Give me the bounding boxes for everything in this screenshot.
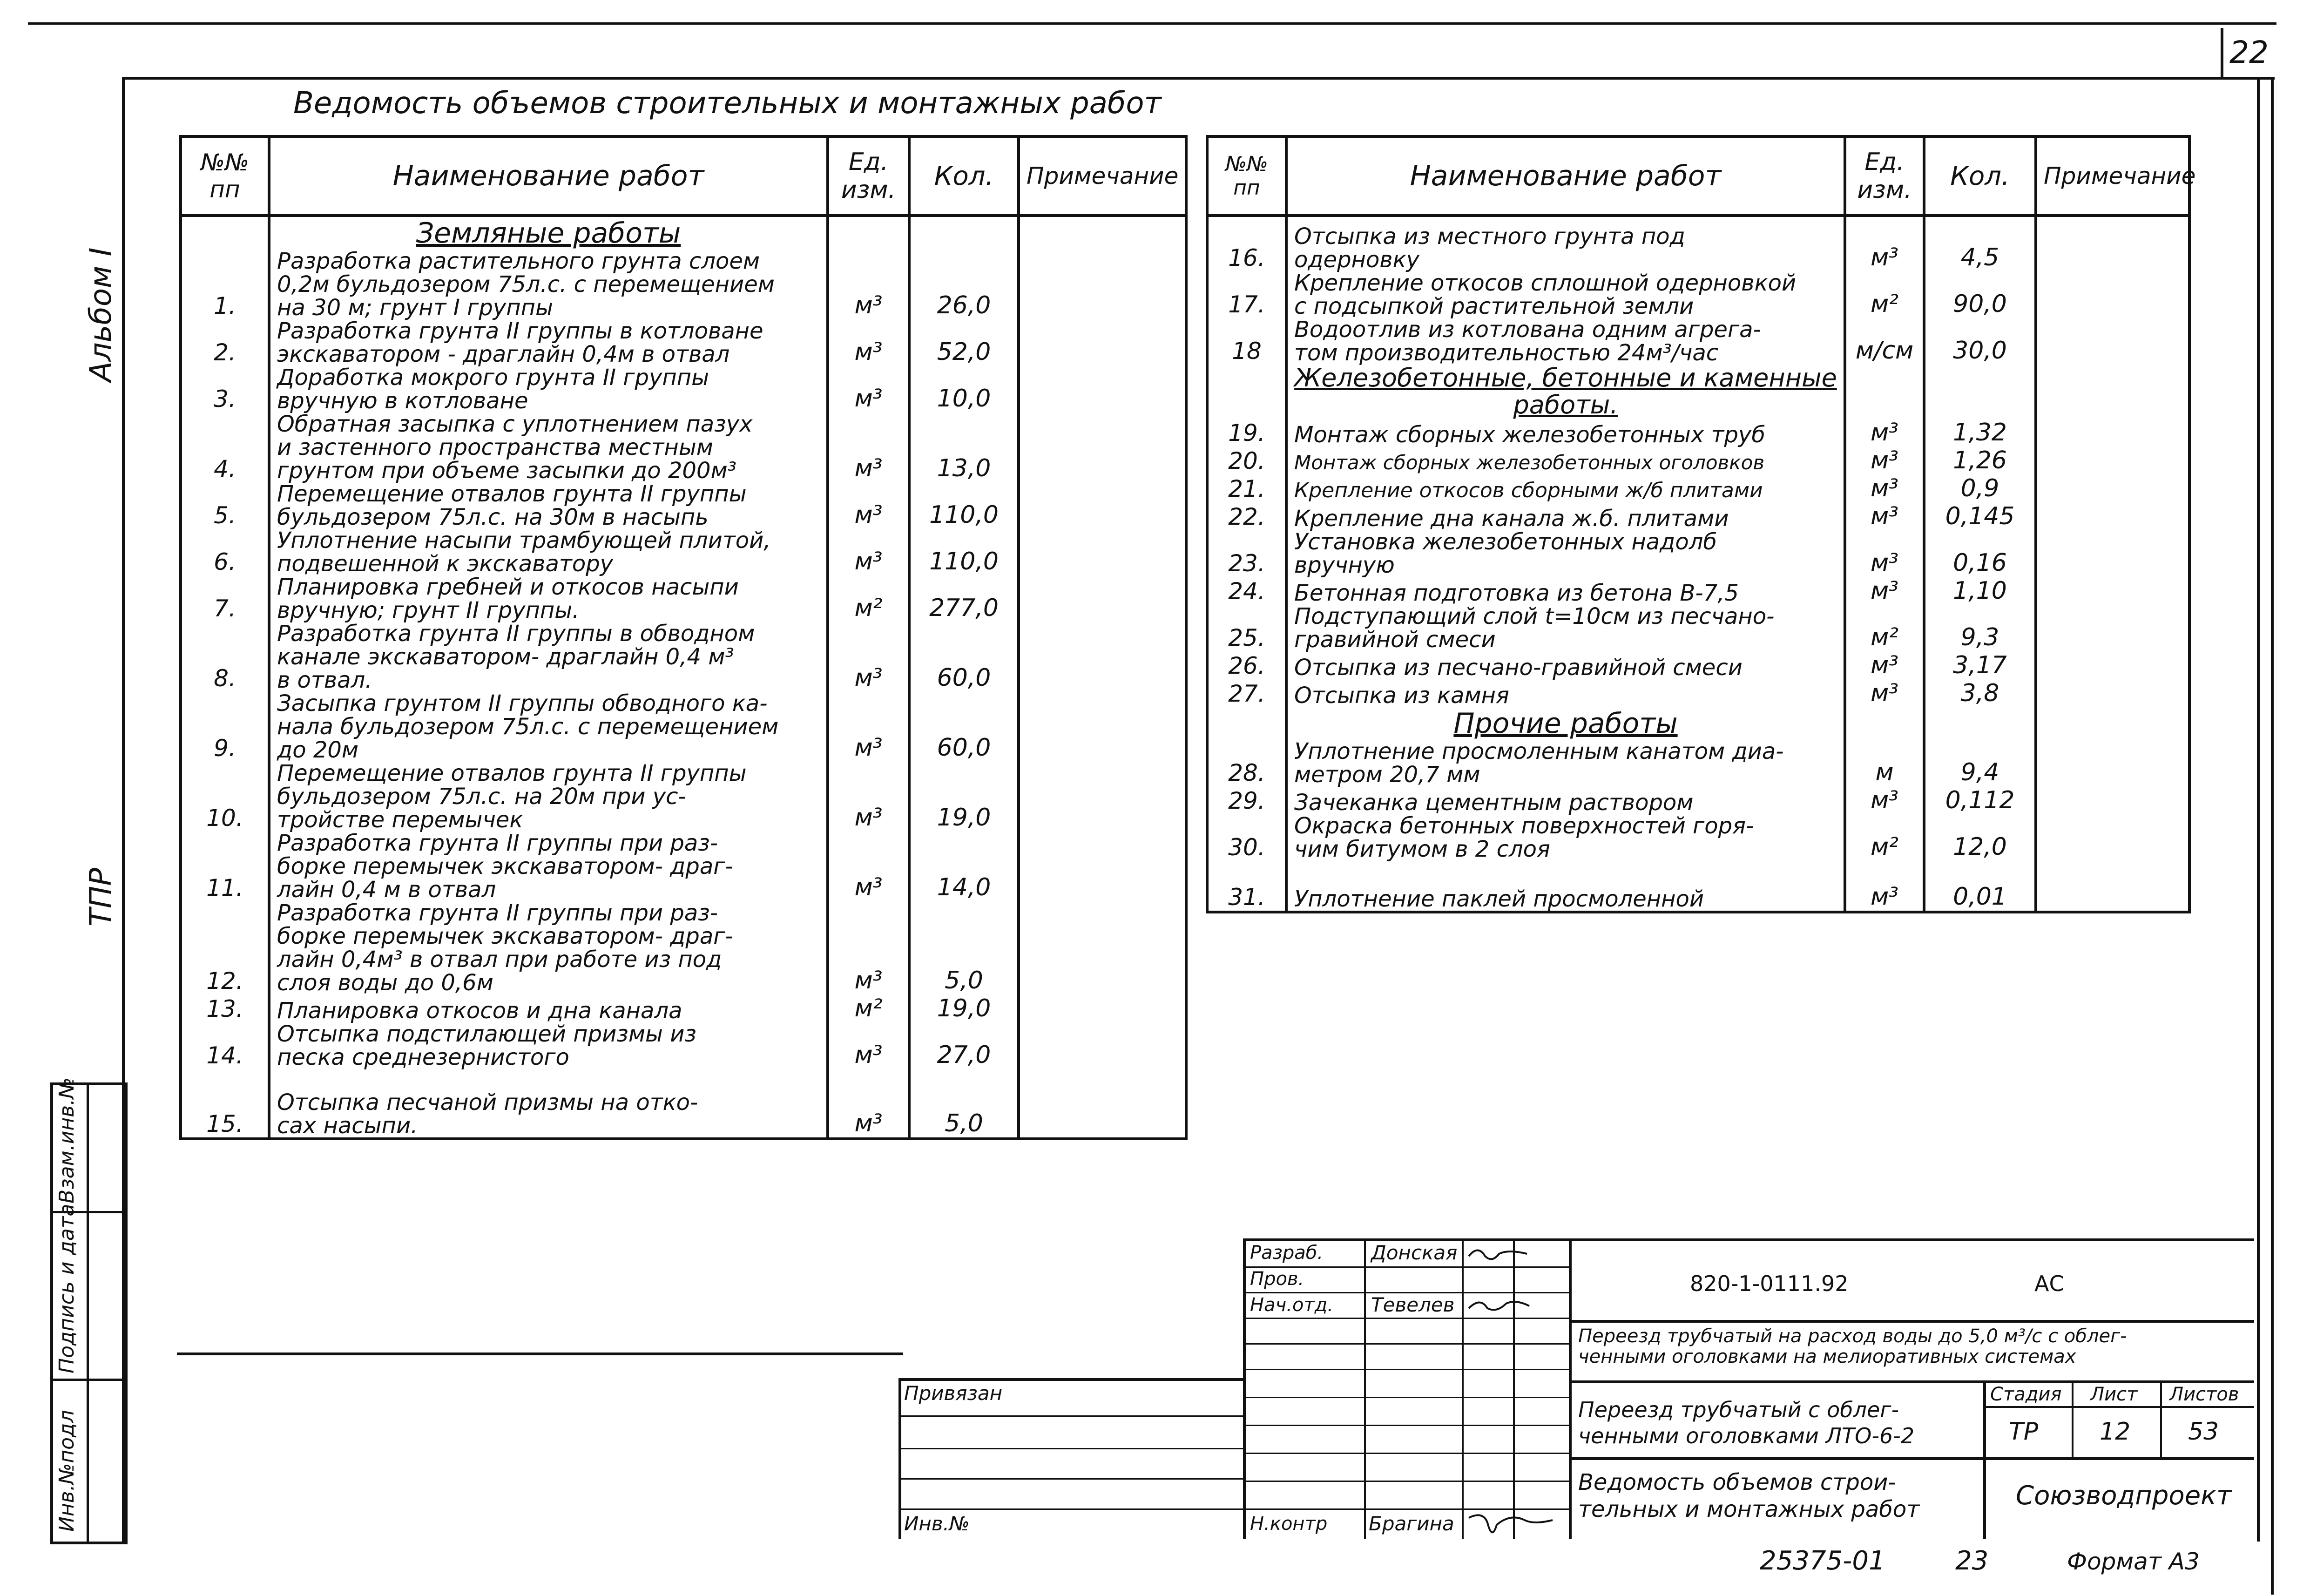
sheets-value: 53 xyxy=(2188,1418,2219,1446)
section-earthworks: Земляные работы xyxy=(269,216,828,250)
footer-page: 23 xyxy=(1955,1546,1989,1576)
table-row: 19. Монтаж сборных железобетонных труб м³ 1,32 xyxy=(1207,419,2189,446)
sheets-label: Листов xyxy=(2169,1384,2239,1405)
table-row: 9. Засыпка грунтом II группы обводного ка- нала бульдозером 75л.с. с перемещением до 20м м³ 60,0 xyxy=(181,692,1186,762)
razrab-name: Донская xyxy=(1371,1241,1458,1264)
table-row: 29. Зачеканка цементным раствором м³ 0,112 xyxy=(1207,786,2189,814)
section-concrete: Железобетонные, бетонные и каменные работы. xyxy=(1286,365,1845,419)
nach-label: Нач.отд. xyxy=(1250,1294,1334,1316)
table-row: 31. Уплотнение паклей просмоленной м³ 0,01 xyxy=(1207,861,2189,912)
header-num: №№ пп xyxy=(181,136,269,216)
document-title: Ведомость объемов строительных и монтажных работ xyxy=(293,86,1162,121)
right-edge-line xyxy=(2271,77,2274,1595)
table-row: 12. Разработка грунта II группы при раз- борке перемычек экскаватором- драг- лайн 0,4м³ в отвал при работе из под слоя воды до 0,6м м³ 5,0 xyxy=(181,901,1186,994)
table-row: 22. Крепление дна канала ж.б. плитами м³ 0,145 xyxy=(1207,502,2189,530)
header-note: Примечание xyxy=(1019,136,1186,216)
table-row: 28. Уплотнение просмоленным канатом диа- метром 20,7 мм м 9,4 xyxy=(1207,740,2189,786)
table-row: 2. Разработка грунта II группы в котловане экскаватором - драглайн 0,4м в отвал м³ 52,0 xyxy=(181,319,1186,366)
table-row: 3. Доработка мокрого грунта II группы вручную в котловане м³ 10,0 xyxy=(181,366,1186,413)
signature-razrab xyxy=(1466,1242,1532,1265)
table-row: 5. Перемещение отвалов грунта II группы бульдозером 75л.с. на 30м в насыпь м³ 110,0 xyxy=(181,482,1186,529)
table-row: 27. Отсыпка из камня м³ 3,8 xyxy=(1207,679,2189,707)
doc-code: 820-1-0111.92 xyxy=(1690,1271,1849,1296)
table-row: 1. Разработка растительного грунта слоем 0,2м бульдозером 75л.с. с перемещением на 30 м; грунт I группы м³ 26,0 xyxy=(181,250,1186,319)
stage-label: Стадия xyxy=(1990,1384,2062,1405)
nkontr-label: Н.контр xyxy=(1250,1513,1328,1535)
table-row: 21. Крепление откосов сборными ж/б плитами м³ 0,9 xyxy=(1207,474,2189,502)
signature-nach xyxy=(1466,1294,1532,1318)
signature-nkontr xyxy=(1466,1508,1560,1541)
table-row: 30. Окраска бетонных поверхностей горя- чим битумом в 2 слоя м² 12,0 xyxy=(1207,814,2189,861)
top-border-line xyxy=(28,22,2276,25)
side-strip-signature: Подпись и дата xyxy=(55,1204,79,1373)
inv-label: Инв.№ xyxy=(904,1512,970,1535)
header-unit-right: Ед. изм. xyxy=(1845,136,1924,216)
tpr-label: ТПР xyxy=(84,868,118,926)
object-title: Переезд трубчатый с облег- ченными оголовками ЛТО-6-2 xyxy=(1578,1397,1915,1448)
table-row: 4. Обратная засыпка с уплотнением пазух и застенного пространства местным грунтом при объеме засыпки до 200м³ м³ 13,0 xyxy=(181,413,1186,482)
doc-mark: АС xyxy=(2034,1271,2064,1296)
footer-format: Формат А3 xyxy=(2067,1548,2200,1575)
table-row: 7. Планировка гребней и откосов насыпи вручную; грунт II группы. м² 277,0 xyxy=(181,575,1186,622)
sheet-value: 12 xyxy=(2100,1418,2131,1446)
razrab-label: Разраб. xyxy=(1250,1242,1324,1264)
table-row: 11. Разработка грунта II группы при раз- борке перемычек экскаватором- драг- лайн 0,4 м в отвал м³ 14,0 xyxy=(181,832,1186,901)
side-strip-inv: Инв.№подл xyxy=(55,1410,79,1532)
table-row: 15. Отсыпка песчаной призмы на отко- сах насыпи. м³ 5,0 xyxy=(181,1069,1186,1139)
table-row: 13. Планировка откосов и дна канала м² 19,0 xyxy=(181,994,1186,1022)
section-other: Прочие работы xyxy=(1286,707,1845,740)
sheet-label: Лист xyxy=(2090,1384,2138,1405)
nkontr-name: Брагина xyxy=(1369,1512,1454,1535)
header-unit: Ед. изм. xyxy=(828,136,909,216)
table-row: 10. Перемещение отвалов грунта II группы бульдозером 75л.с. на 20м при ус- тройстве перемычек м³ 19,0 xyxy=(181,762,1186,832)
privyazan-label: Привязан xyxy=(904,1382,1003,1405)
table-row: 20. Монтаж сборных железобетонных оголовков м³ 1,26 xyxy=(1207,446,2189,474)
table-row: 18 Водоотлив из котлована одним агрега- том производительностью 24м³/час м/см 30,0 xyxy=(1207,318,2189,365)
top-mark xyxy=(1592,22,1713,24)
prov-label: Пров. xyxy=(1250,1268,1304,1290)
header-note-right: Примечание xyxy=(2036,136,2189,216)
header-qty: Кол. xyxy=(909,136,1019,216)
works-table-right xyxy=(1206,135,2196,913)
header-qty-right: Кол. xyxy=(1924,136,2036,216)
table-row: 17. Крепление откосов сплошной одерновкой с подсыпкой растительной земли м² 90,0 xyxy=(1207,271,2189,318)
album-label: Альбом I xyxy=(84,247,118,382)
table-row: 26. Отсыпка из песчано-гравийной смеси м³ 3,17 xyxy=(1207,651,2189,679)
nach-name: Тевелев xyxy=(1371,1293,1455,1316)
title-block xyxy=(898,1238,2254,1539)
header-name-right: Наименование работ xyxy=(1286,136,1845,216)
footer-code: 25375-01 xyxy=(1760,1546,1885,1576)
table-row: 14. Отсыпка подстилающей призмы из песка среднезернистого м³ 27,0 xyxy=(181,1022,1186,1069)
sheet-number: 22 xyxy=(2221,28,2275,80)
organization: Союзводпроект xyxy=(2016,1481,2232,1511)
table-row: 6. Уплотнение насыпи трамбующей плитой, подвешенной к экскаватору м³ 110,0 xyxy=(181,529,1186,575)
header-num-right: №№ пп xyxy=(1207,136,1286,216)
stage-value: ТР xyxy=(2009,1418,2039,1446)
side-strip-vzam: Взам.инв.№ xyxy=(55,1077,79,1204)
left-table-bottom-line xyxy=(177,1353,903,1355)
table-row: 16. Отсыпка из местного грунта под одерновку м³ 4,5 xyxy=(1207,225,2189,271)
project-title: Переезд трубчатый на расход воды до 5,0 м³/с с облег- ченными оголовками на мелиоративных системах xyxy=(1578,1325,2127,1367)
table-row: 23. Установка железобетонных надолб вручную м³ 0,16 xyxy=(1207,530,2189,577)
sheet-title: Ведомость объемов строи- тельных и монтажных работ xyxy=(1578,1469,1920,1522)
table-row: 25. Подступающий слой t=10см из песчано- гравийной смеси м² 9,3 xyxy=(1207,605,2189,651)
table-row: 24. Бетонная подготовка из бетона В-7,5 м³ 1,10 xyxy=(1207,577,2189,605)
works-table-left xyxy=(179,135,1188,1140)
table-row: 8. Разработка грунта II группы в обводном канале экскаватором- драглайн 0,4 м³ в отвал. м³ 60,0 xyxy=(181,622,1186,692)
header-name: Наименование работ xyxy=(269,136,828,216)
